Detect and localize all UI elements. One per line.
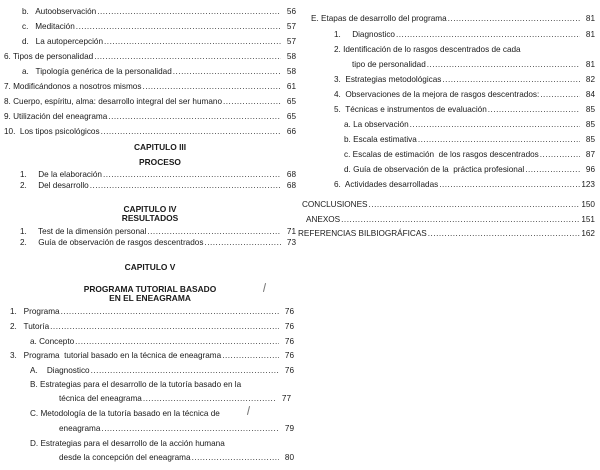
toc-row [10,307,294,317]
toc-label: 2. Guía de observación de rasgos descentrados [20,238,204,247]
chapter-subtitle: PROCESO [139,157,181,167]
toc-page: 81 [585,30,595,39]
toc-row [22,37,296,47]
toc-label: técnica del eneagrama [59,394,142,403]
toc-page: 151 [581,215,595,224]
toc-label: 1. De la elaboración [20,170,102,179]
toc-row [344,150,595,160]
toc-label: 1. Programa [10,307,60,316]
toc-page: 162 [581,229,595,238]
toc-label: 2. Identificación de lo rasgos descentrados de cada [334,45,521,54]
toc-row [352,60,595,70]
toc-row [4,112,296,122]
toc-page: 84 [585,90,595,99]
toc-page: 77 [281,394,291,403]
toc-page: 123 [581,180,595,189]
toc-label: d. Guía de observación de la práctica profesional [344,165,525,174]
toc-row [59,453,294,463]
toc-label: E. Etapas de desarrollo del programa [311,14,447,23]
toc-page: 58 [286,67,296,76]
toc-row [302,200,595,210]
toc-page: 76 [284,307,294,316]
toc-row [20,238,296,248]
toc-page: 81 [585,60,595,69]
toc-label: 3. Estrategias metodológicas [334,75,442,84]
chapter-title: CAPITULO V [124,262,176,272]
chapter-title: CAPITULO IV [123,204,177,214]
toc-row [334,105,595,115]
toc-page: 58 [286,52,296,61]
toc-row [59,394,291,404]
toc-row [22,7,296,17]
toc-label: 2. Tutoría [10,322,50,331]
toc-label: C. Metodología de la tutoría basado en la técnica de [30,409,220,418]
toc-label: b. Autoobservación [22,7,97,16]
toc-page: 80 [284,453,294,462]
toc-label: ANEXOS [306,215,341,224]
toc-label: REFERENCIAS BILBIOGRÁFICAS [298,229,427,238]
toc-label: a. Concepto [30,337,75,346]
toc-row [20,170,296,180]
toc-label: B. Estrategias para el desarrollo de la tutoría basado en la [30,380,242,389]
toc-label: 3. Programa tutorial basado en la técnica de eneagrama [10,351,222,360]
toc-page: 76 [284,337,294,346]
toc-page: 57 [286,22,296,31]
toc-label: tipo de personalidad [352,60,426,69]
toc-label: eneagrama [59,424,101,433]
scan-mark [247,406,250,415]
toc-row [344,120,595,130]
toc-page: 65 [286,97,296,106]
toc-label: 7. Modificándonos a nosotros mismos [4,82,142,91]
toc-row [311,14,595,24]
toc-page: 68 [286,181,296,190]
toc-label: c. Meditación [22,22,75,31]
chapter-title: CAPITULO III [133,142,187,152]
toc-row [59,424,294,434]
toc-label: b. Escala estimativa [344,135,417,144]
toc-row [344,135,595,145]
toc-row [334,75,595,85]
toc-page: 57 [286,37,296,46]
toc-label: 1. Test de la dimensión personal [20,227,147,236]
toc-label: a. La observación [344,120,409,129]
toc-row [10,322,294,332]
toc-label: 5. Técnicas e instrumentos de evaluación [334,105,487,114]
toc-row [306,215,595,225]
toc-row [20,181,296,191]
toc-label: 6. Actividades desarrolladas [334,180,439,189]
toc-page: 85 [585,135,595,144]
toc-label: c. Escalas de estimación de los rasgos descentrados [344,150,539,159]
toc-label: 10. Los tipos psicológicos [4,127,100,136]
toc-label: desde la concepción del eneagrama [59,453,191,462]
toc-row [334,180,595,190]
chapter-subtitle: PROGRAMA TUTORIAL BASADO [83,284,217,294]
toc-row [334,90,595,100]
toc-label: 6. Tipos de personalidad [4,52,94,61]
toc-page: 61 [286,82,296,91]
toc-label: D. Estrategias para el desarrollo de la acción humana [30,439,225,448]
toc-label: d. La autopercepción [22,37,104,46]
toc-row [4,97,296,107]
toc-label: 1. Diagnostico [334,30,395,39]
toc-row [30,366,294,376]
toc-page: 73 [286,238,296,247]
toc-page: 76 [284,351,294,360]
toc-page: 150 [581,200,595,209]
toc-row [22,22,296,32]
toc-page: 87 [585,150,595,159]
toc-row [298,229,595,239]
toc-page: 76 [284,366,294,375]
toc-page: 71 [286,227,296,236]
toc-row [4,127,296,137]
toc-label: 9. Utilización del eneagrama [4,112,108,121]
toc-page: 79 [284,424,294,433]
toc-page: 85 [585,120,595,129]
toc-page: 76 [284,322,294,331]
toc-row [30,337,294,347]
toc-label: a. Tipología genérica de la personalidad [22,67,172,76]
toc-page: 82 [585,75,595,84]
toc-label: A. Diagnostico [30,366,90,375]
toc-label: 4. Observaciones de la mejora de rasgos descentrados: [334,90,540,99]
toc-row [4,52,296,62]
toc-row [10,351,294,361]
toc-page: 96 [585,165,595,174]
toc-page: 66 [286,127,296,136]
toc-row [20,227,296,237]
toc-label: 2. Del desarrollo [20,181,89,190]
toc-page: 85 [585,105,595,114]
toc-page: 68 [286,170,296,179]
toc-page: 56 [286,7,296,16]
chapter-subtitle: RESULTADOS [121,213,179,223]
scan-mark [263,283,266,292]
toc-row [22,67,296,77]
toc-page: 65 [286,112,296,121]
toc-page: 81 [585,14,595,23]
toc-label: CONCLUSIONES [302,200,368,209]
toc-row [334,30,595,40]
toc-row [4,82,296,92]
toc-label: 8. Cuerpo, espíritu, alma: desarrollo integral del ser humano [4,97,222,106]
chapter-subtitle: EN EL ENEAGRAMA [109,293,191,303]
toc-row [344,165,595,175]
